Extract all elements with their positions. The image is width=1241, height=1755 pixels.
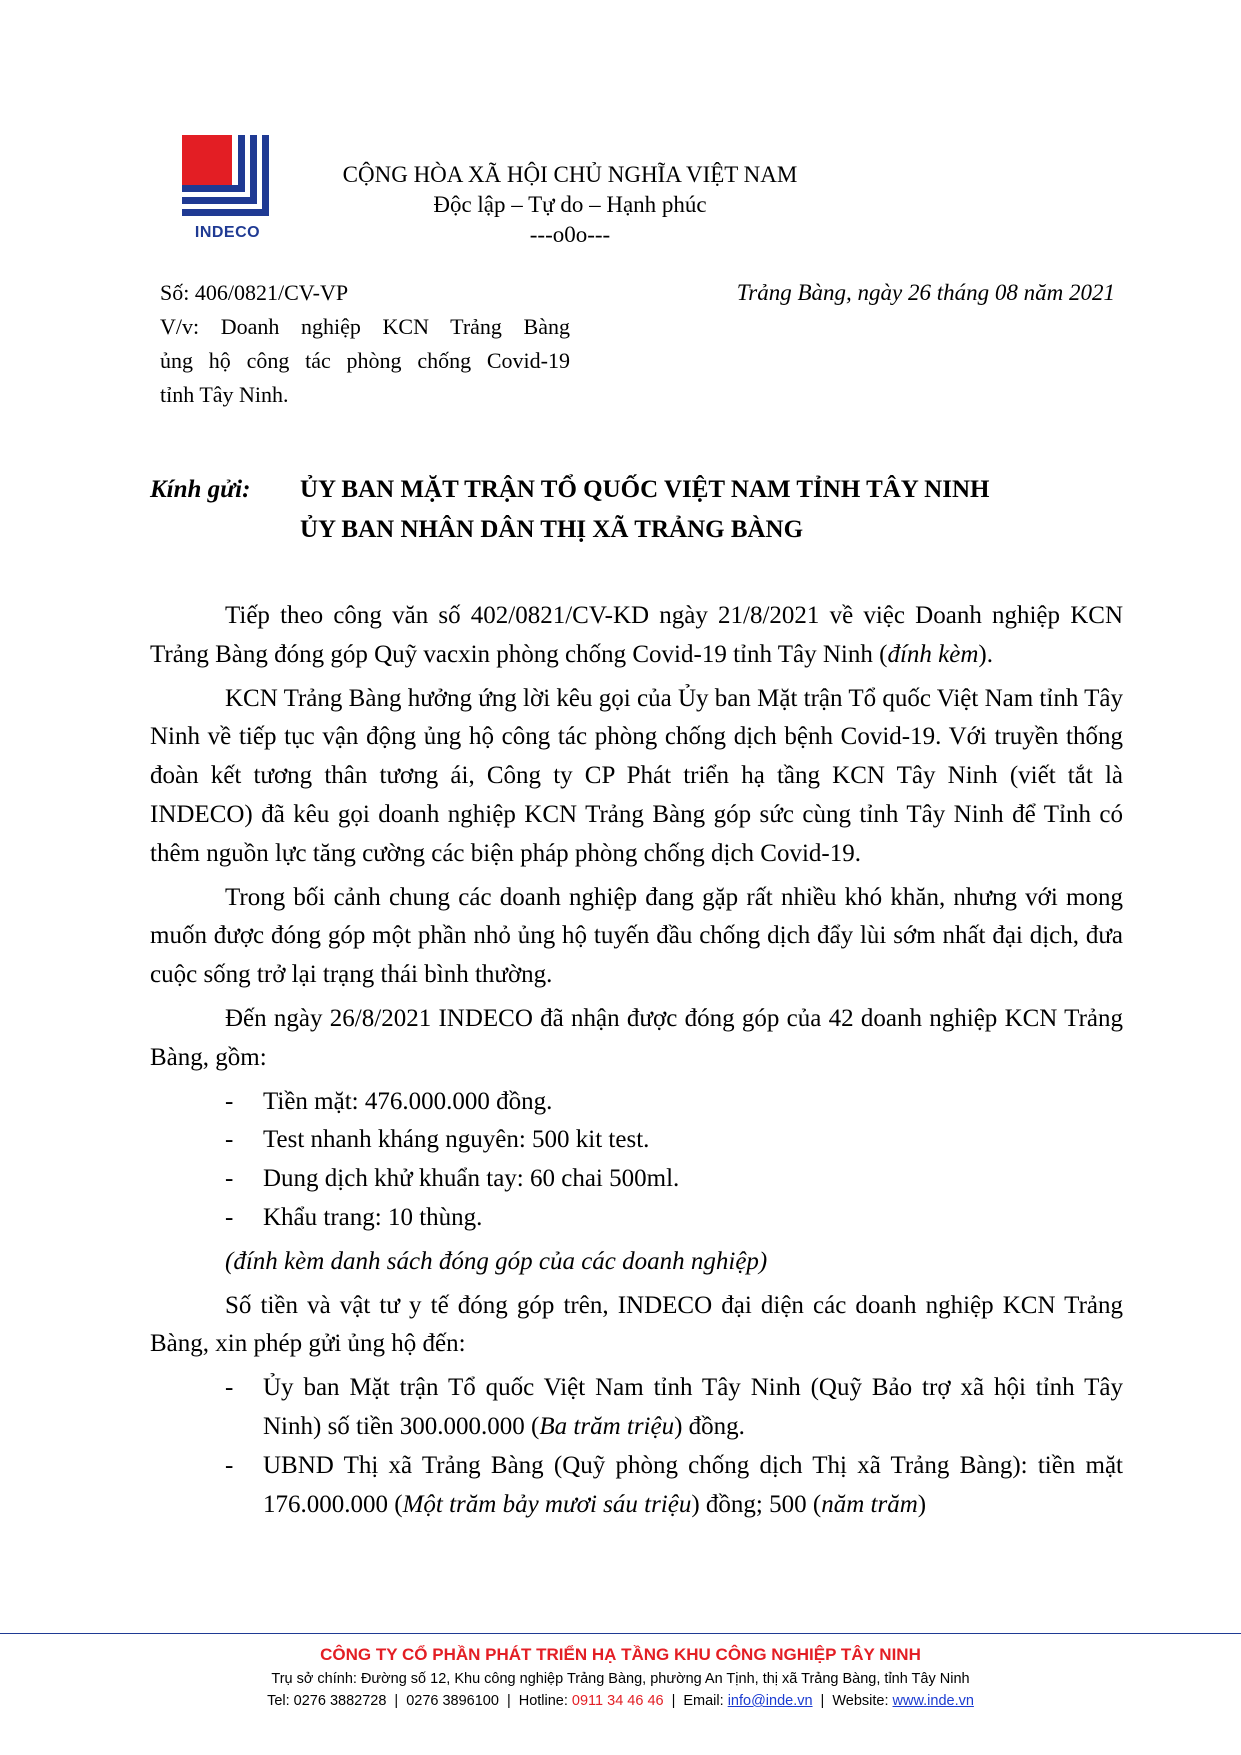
footer-hotline: 0911 34 46 46 [571, 1693, 664, 1709]
logo-red-square [182, 135, 232, 185]
list-item: - UBND Thị xã Trảng Bàng (Quỹ phòng chống dịch Thị xã Trảng Bàng): tiền mặt 176.000.000 (Một trăm bảy mươi sáu triệu) đồng; 500 (năm trăm) [263, 1447, 1123, 1525]
footer-contact: Tel: 0276 3882728 | 0276 3896100 | Hotline: 0911 34 46 46 | Email: info@inde.vn | Website: www.inde.vn [267, 1693, 974, 1709]
list-item: - Khẩu trang: 10 thùng. [263, 1199, 1123, 1238]
document-date: Trảng Bàng, ngày 26 tháng 08 năm 2021 [736, 280, 1115, 305]
footer-tel-2: 0276 3896100 [406, 1693, 499, 1709]
contribution-list [150, 1083, 1123, 1238]
reference-block [160, 276, 570, 412]
list-item: - Ủy ban Mặt trận Tổ quốc Việt Nam tỉnh Tây Ninh (Quỹ Bảo trợ xã hội tỉnh Tây Ninh) số tiền 300.000.000 (Ba trăm triệu) đồng. [263, 1369, 1123, 1447]
subject-line-3: tỉnh Tây Ninh. [160, 382, 289, 407]
subject-line-2: ủng hộ công tác phòng chống Covid-19 [160, 348, 570, 373]
footer-tel: Tel: 0276 3882728 [267, 1693, 387, 1709]
document-number: Số: 406/0821/CV-VP [160, 280, 349, 305]
footer-website-link[interactable]: www.inde.vn [892, 1693, 974, 1709]
paragraph-4: Đến ngày 26/8/2021 INDECO đã nhận được đóng góp của 42 doanh nghiệp KCN Trảng Bàng, gồm: [150, 1004, 1123, 1071]
destination-list [150, 1369, 1123, 1524]
nation-name: CỘNG HÒA XÃ HỘI CHỦ NGHĨA VIỆT NAM [342, 162, 798, 187]
list-item: - Dung dịch khử khuẩn tay: 60 chai 500ml. [263, 1160, 1123, 1199]
footer-email-link[interactable]: info@inde.vn [727, 1693, 813, 1709]
national-header [330, 160, 810, 250]
footer-company: CÔNG TY CỔ PHẦN PHÁT TRIỂN HẠ TẦNG KHU CÔNG NGHIỆP TÂY NINH [320, 1645, 921, 1664]
nation-motto: Độc lập – Tự do – Hạnh phúc [433, 192, 707, 217]
footer-divider [0, 1633, 1241, 1634]
logo-text: INDECO [194, 224, 261, 241]
nation-ornament: ---o0o--- [529, 222, 611, 247]
recipients-label: Kính gửi: [150, 476, 251, 503]
paragraph-5: Số tiền và vật tư y tế đóng góp trên, INDECO đại diện các doanh nghiệp KCN Trảng Bàng, xin phép gửi ủng hộ đến: [150, 1291, 1123, 1358]
paragraph-2: KCN Trảng Bàng hưởng ứng lời kêu gọi của Ủy ban Mặt trận Tổ quốc Việt Nam tỉnh Tây Ninh về tiếp tục vận động ủng hộ công tác phòng chống dịch bệnh Covid-19. Với truyền thống đoàn kết tương thân tương ái, Công ty CP Phát triển hạ tầng KCN Tây Ninh (viết tắt là INDECO) đã kêu gọi doanh nghiệp KCN Trảng Bàng góp sức cùng tỉnh Tây Ninh để Tỉnh có thêm nguồn lực tăng cường các biện pháp phòng chống dịch Covid-19. [150, 684, 1123, 867]
list-item: - Test nhanh kháng nguyên: 500 kit test. [263, 1121, 1123, 1160]
recipient-names [300, 470, 989, 550]
footer-address: Trụ sở chính: Đường số 12, Khu công nghiệp Trảng Bàng, phường An Tịnh, thị xã Trảng Bàng, tỉnh Tây Ninh [271, 1671, 970, 1687]
attachment-note: (đính kèm danh sách đóng góp của các doanh nghiệp) [225, 1247, 768, 1275]
letter-body [150, 597, 1123, 1529]
page-footer [0, 1642, 1241, 1712]
recipient-1: ỦY BAN MẶT TRẬN TỔ QUỐC VIỆT NAM TỈNH TÂY NINH [300, 476, 990, 503]
paragraph-3: Trong bối cảnh chung các doanh nghiệp đang gặp rất nhiều khó khăn, nhưng với mong muốn được đóng góp một phần nhỏ ủng hộ tuyến đầu chống dịch đẩy lùi sớm nhất đại dịch, đưa cuộc sống trở lại trạng thái bình thường. [150, 883, 1123, 989]
list-item: - Tiền mặt: 476.000.000 đồng. [263, 1083, 1123, 1122]
recipient-2: ỦY BAN NHÂN DÂN THỊ XÃ TRẢNG BÀNG [300, 516, 804, 543]
paragraph-1: Tiếp theo công văn số 402/0821/CV-KD ngày 21/8/2021 về việc Doanh nghiệp KCN Trảng Bàng đóng góp Quỹ vacxin phòng chống Covid-19 tỉnh Tây Ninh (đính kèm). [150, 602, 1123, 668]
subject-line-1: V/v: Doanh nghiệp KCN Trảng Bàng [160, 314, 570, 339]
